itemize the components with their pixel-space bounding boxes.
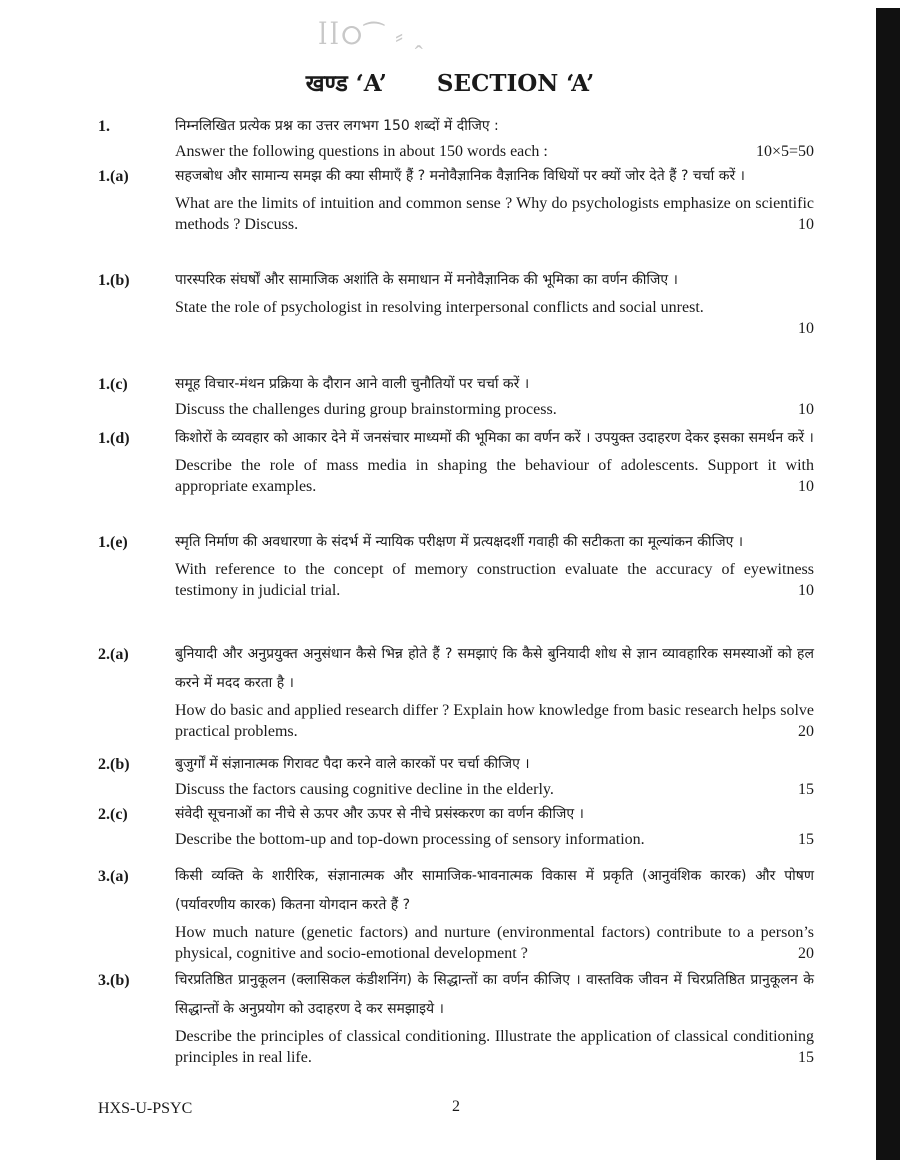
question-text-english: Describe the principles of classical conditioning. Illustrate the application of classical conditioning principles in real life. <box>175 1028 814 1066</box>
question-text-hindi: चिरप्रतिष्ठित प्रानुकूलन (क्लासिकल कंडीशनिंग) के सिद्धान्तों का वर्णन कीजिए । वास्तविक जीवन में चिरप्रतिष्ठित प्रानुकूलन के सिद्धान्तों के अनुप्रयोग को उदाहरण दे कर समझाइये । <box>175 972 814 1017</box>
question-text-hindi: बुनियादी और अनुप्रयुक्त अनुसंधान कैसे भिन्न होते हैं ? समझाएं कि कैसे बुनियादी शोध से ज्ञान व्यावहारिक समस्याओं को हल करने में मदद करता है । <box>175 646 814 691</box>
question-number: 2.(c) <box>98 806 128 823</box>
question-text-hindi: स्मृति निर्माण की अवधारणा के संदर्भ में न्यायिक परीक्षण में प्रत्यक्षदर्शी गवाही की सटीकता का मूल्यांकन कीजिए । <box>175 534 744 550</box>
question-text-hindi: निम्नलिखित प्रत्येक प्रश्न का उत्तर लगभग 150 शब्दों में दीजिए : <box>175 118 499 134</box>
question-marks: 15 <box>798 781 814 798</box>
question-marks: 10 <box>798 401 814 418</box>
question-text-english: Answer the following questions in about 150 words each : <box>175 143 548 160</box>
question-marks: 15 <box>798 831 814 848</box>
question-text-english: How much nature (genetic factors) and nurture (environmental factors) contribute to a person’s physical, cognitive and socio-emotional development ? <box>175 924 814 962</box>
question-text-hindi: किशोरों के व्यवहार को आकार देने में जनसंचार माध्यमों की भूमिका का वर्णन करें । उपयुक्त उदाहरण देकर इसका समर्थन करें । <box>175 430 814 446</box>
question-number: 1.(c) <box>98 376 128 393</box>
question-number: 2.(a) <box>98 646 129 663</box>
question-text-hindi: सहजबोध और सामान्य समझ की क्या सीमाएँ हैं ? मनोवैज्ञानिक वैज्ञानिक विधियों पर क्यों जोर देते हैं ? चर्चा करें । <box>175 168 745 184</box>
question-text-hindi: किसी व्यक्ति के शारीरिक, संज्ञानात्मक और सामाजिक-भावनात्मक विकास में प्रकृति (आनुवंशिक कारक) और पोषण (पर्यावरणीय कारक) कितना योगदान करते हैं ? <box>175 868 814 913</box>
question-number: 1. <box>98 118 110 135</box>
section-heading-english: SECTION ‘A’ <box>436 70 595 97</box>
question-marks: 10 <box>798 478 814 495</box>
question-number: 1.(a) <box>98 168 129 185</box>
section-heading <box>0 66 900 98</box>
question-text-english: What are the limits of intuition and common sense ? Why do psychologists emphasize on scientific methods ? Discuss. <box>175 195 814 233</box>
question-number: 3.(b) <box>98 972 130 989</box>
question-number: 1.(b) <box>98 272 130 289</box>
question-number: 2.(b) <box>98 756 130 773</box>
question-text-hindi: संवेदी सूचनाओं का नीचे से ऊपर और ऊपर से नीचे प्रसंस्करण का वर्णन कीजिए । <box>175 806 584 822</box>
question-text-english: Describe the role of mass media in shaping the behaviour of adolescents. Support it with appropriate examples. <box>175 457 814 495</box>
question-text-hindi: समूह विचार-मंथन प्रक्रिया के दौरान आने वाली चुनौतियों पर चर्चा करें । <box>175 376 530 392</box>
question-number: 1.(d) <box>98 430 130 447</box>
scan-edge-bar <box>876 8 900 1160</box>
paper-code: HXS-U-PSYC <box>98 1100 193 1117</box>
question-text-english: State the role of psychologist in resolving interpersonal conflicts and social unrest. <box>175 299 704 316</box>
question-text-hindi: पारस्परिक संघर्षों और सामाजिक अशांति के समाधान में मनोवैज्ञानिक की भूमिका का वर्णन कीजिए । <box>175 272 678 288</box>
question-marks: 20 <box>798 945 814 962</box>
question-text-english: Discuss the factors causing cognitive decline in the elderly. <box>175 781 554 798</box>
question-marks: 15 <box>798 1049 814 1066</box>
question-marks: 20 <box>798 723 814 740</box>
faint-stamp-mark: ꟾꟾⵔ⁀ ⸗ ꞈ <box>318 22 425 50</box>
question-number: 3.(a) <box>98 868 129 885</box>
question-text-english: Describe the bottom-up and top-down processing of sensory information. <box>175 831 645 848</box>
question-marks: 10×5=50 <box>755 143 814 160</box>
page-number: 2 <box>452 1098 460 1115</box>
question-marks: 10 <box>798 582 814 599</box>
question-text-english: Discuss the challenges during group brainstorming process. <box>175 401 557 418</box>
section-heading-hindi: खण्ड ‘A’ <box>305 70 387 97</box>
question-text-english: With reference to the concept of memory construction evaluate the accuracy of eyewitness testimony in judicial trial. <box>175 561 814 599</box>
question-text-english: How do basic and applied research differ ? Explain how knowledge from basic research helps solve practical problems. <box>175 702 814 740</box>
question-marks: 10 <box>798 320 814 337</box>
question-number: 1.(e) <box>98 534 128 551</box>
question-text-hindi: बुजुर्गों में संज्ञानात्मक गिरावट पैदा करने वाले कारकों पर चर्चा कीजिए । <box>175 756 530 772</box>
question-marks: 10 <box>798 216 814 233</box>
